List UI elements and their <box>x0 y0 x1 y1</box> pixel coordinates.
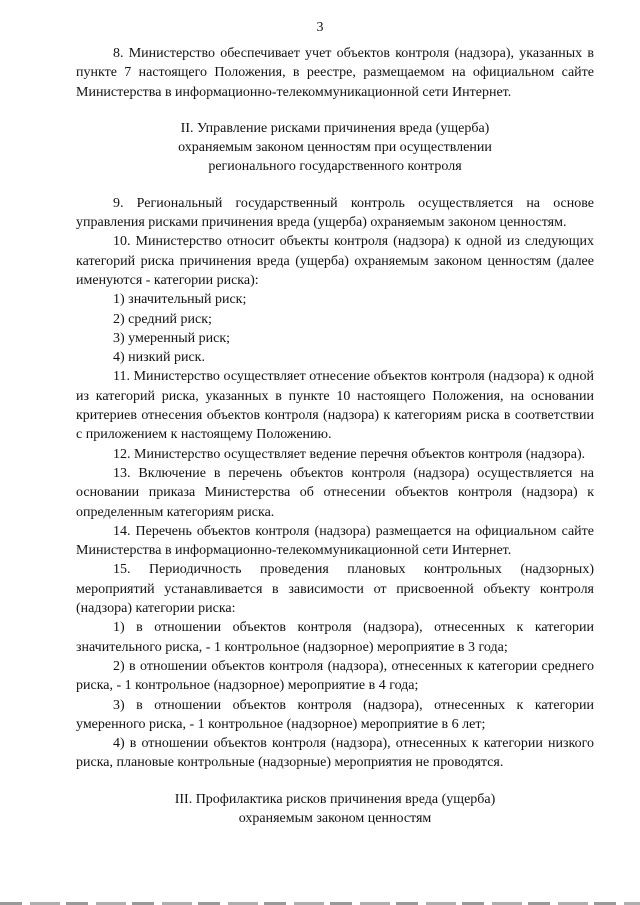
section-heading-line: регионального государственного контроля <box>208 159 462 175</box>
paragraph: 8. Министерство обеспечивает учет объектов контроля (надзора), указанных в пункте 7 настоящего Положения, в реестре, размещаемом на официальном сайте Министерства в информационно-телекоммуникационной сети Интернет. <box>76 46 594 100</box>
paragraph: 15. Периодичность проведения плановых контрольных (надзорных) мероприятий устанавливается в зависимости от присвоенной объекту контроля (надзора) категории риска: <box>76 562 594 617</box>
paragraph: 14. Перечень объектов контроля (надзора) размещается на официальном сайте Министерства в информационно-телекоммуникационной сети Интернет. <box>76 523 594 559</box>
paragraph: 10. Министерство относит объекты контроля (надзора) к одной из следующих категорий риска причинения вреда (ущерба) охраняемым законом ценностям (далее именуются - категории риска): <box>76 234 594 288</box>
section-heading-line: охраняемым законом ценностям <box>238 810 432 826</box>
paragraph: 1) в отношении объектов контроля (надзора), отнесенных к категории значительного риска, - 1 контрольное (надзорное) мероприятие в 3 года; <box>76 620 594 655</box>
section-heading <box>76 119 594 177</box>
document-body <box>76 44 594 828</box>
paragraph: 11. Министерство осуществляет отнесение объектов контроля (надзора) к одной из категорий риска, указанных в пункте 10 настоящего Положения, на основании критериев отнесения объектов контроля (надзора) к категориям риска в соответствии с приложением к настоящему Положению. <box>76 369 594 443</box>
section-heading-line: охраняемым законом ценностям при осуществлении <box>178 140 492 156</box>
paragraph: 3) в отношении объектов контроля (надзора), отнесенных к категории умеренного риска, - 1 контрольное (надзорное) мероприятие в 6 лет; <box>76 697 594 732</box>
list-item: 3) умеренный риск; <box>113 330 231 346</box>
paragraph: 4) в отношении объектов контроля (надзора), отнесенных к категории низкого риска, плановые контрольные (надзорные) мероприятия не проводятся. <box>76 736 594 771</box>
paragraph: 2) в отношении объектов контроля (надзора), отнесенных к категории среднего риска, - 1 контрольное (надзорное) мероприятие в 4 года; <box>76 658 594 694</box>
list-item: 4) низкий риск. <box>113 350 205 366</box>
section-heading-line: III. Профилактика рисков причинения вреда (ущерба) <box>174 791 496 807</box>
paragraph: 9. Региональный государственный контроль осуществляется на основе управления рисками причинения вреда (ущерба) охраняемым законом ценностям. <box>76 195 594 231</box>
list-item: 2) средний риск; <box>113 311 212 327</box>
paragraph: 12. Министерство осуществляет ведение перечня объектов контроля (надзора). <box>113 446 586 462</box>
page-number: 3 <box>316 20 324 35</box>
section-heading-line: II. Управление рисками причинения вреда (ущерба) <box>180 120 490 136</box>
list-item: 1) значительный риск; <box>113 292 247 308</box>
paragraph: 13. Включение в перечень объектов контроля (надзора) осуществляется на основании приказа Министерства об отнесении объектов контроля (надзора) к определенным категориям риска. <box>76 465 594 520</box>
section-heading <box>76 790 594 829</box>
